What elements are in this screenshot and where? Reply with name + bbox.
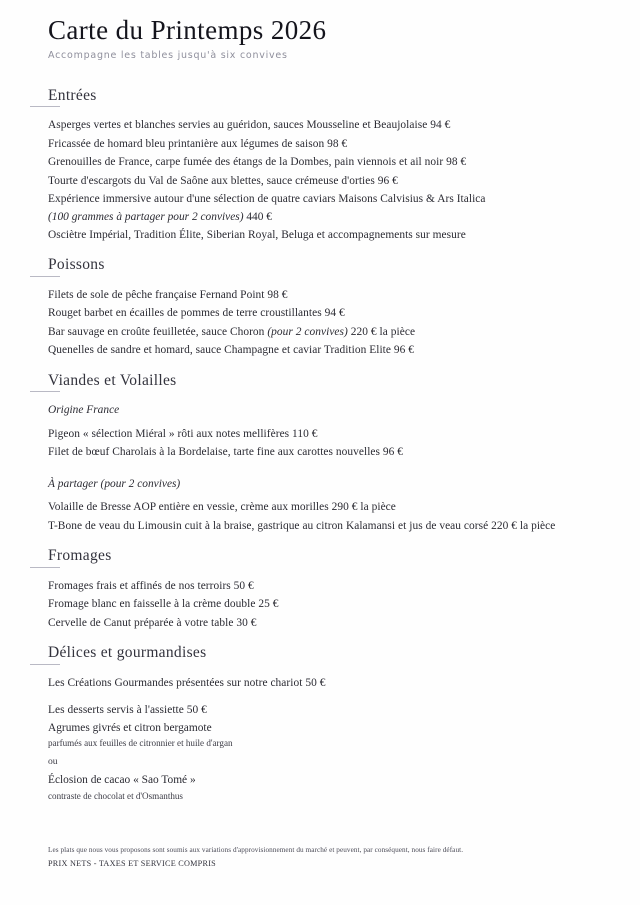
menu-item-caviar-portion: [48, 209, 610, 226]
menu-item: Pigeon « sélection Miéral » rôti aux notes mellifères 110 €: [48, 427, 318, 440]
menu-item: Filets de sole de pêche française Fernand Point 98 €: [48, 288, 288, 301]
menu-item: Les Créations Gourmandes présentées sur notre chariot 50 €: [48, 676, 326, 689]
section-desserts: [30, 644, 610, 804]
caviar-portion-text: (100 grammes à partager pour 2 convives): [48, 210, 244, 223]
section-poissons: [30, 256, 610, 359]
bar-sauvage-price: 220 € la pièce: [347, 325, 416, 338]
item-list-viandes: [30, 401, 610, 535]
menu-item: Fromage blanc en faisselle à la crème double 25 €: [48, 598, 279, 611]
group-label-a-partager: À partager (pour 2 convives): [48, 477, 181, 490]
menu-item: Asperges vertes et blanches servies au guéridon, sauces Mousseline et Beaujolaise 94 €: [48, 119, 451, 132]
item-list-poissons: [30, 286, 610, 360]
section-rule: [30, 567, 60, 568]
section-header-entrees: [30, 87, 610, 108]
section-entrees: [30, 87, 610, 245]
section-header-poissons: [30, 256, 610, 277]
dessert-choice-separator: ou: [48, 755, 58, 767]
menu-item: Quenelles de sandre et homard, sauce Champagne et caviar Tradition Elite 96 €: [48, 344, 415, 357]
section-title: Fromages: [48, 547, 112, 565]
item-list-fromages: [30, 577, 610, 632]
dessert-choice-first-name: Agrumes givrés et citron bergamote: [48, 721, 212, 734]
menu-item: Tourte d'escargots du Val de Saône aux blettes, sauce crémeuse d'orties 96 €: [48, 174, 398, 187]
menu-item: T-Bone de veau du Limousin cuit à la braise, gastrique au citron Kalamansi et jus de veau corsé 220 € la pièce: [48, 519, 556, 532]
footer-price-terms: PRIX NETS - TAXES ET SERVICE COMPRIS: [48, 858, 216, 868]
section-fromages: [30, 547, 610, 632]
menu-item: Grenouilles de France, carpe fumée des étangs de la Dombes, pain viennois et ail noir 98 €: [48, 156, 467, 169]
menu-item-caviar-title: Expérience immersive autour d'une sélection de quatre caviars Maisons Calvisius & Ars Italica: [48, 193, 486, 206]
section-header-desserts: [30, 644, 610, 665]
dessert-choice-second-desc: contraste de chocolat et d'Osmanthus: [48, 790, 183, 801]
menu-item: Rouget barbet en écailles de pommes de terre croustillantes 94 €: [48, 307, 345, 320]
menu-item: Fricassée de homard bleu printanière aux légumes de saison 98 €: [48, 137, 348, 150]
section-header-fromages: [30, 547, 610, 568]
menu-item: Fromages frais et affinés de nos terroirs 50 €: [48, 579, 254, 592]
page-subtitle: Accompagne les tables jusqu'à six convives: [48, 49, 288, 61]
page-title: Carte du Printemps 2026: [48, 15, 327, 45]
section-title: Entrées: [48, 86, 97, 104]
bar-sauvage-pre: Bar sauvage en croûte feuilletée, sauce Choron: [48, 325, 268, 338]
section-title: Viandes et Volailles: [48, 371, 177, 389]
bar-sauvage-portion: (pour 2 convives): [267, 325, 348, 338]
item-list-desserts: [30, 674, 610, 804]
footer-availability-note: Les plats que nous vous proposons sont soumis aux variations d'approvisionnement du marché et peuvent, par conséquent, nous faire défaut.: [48, 846, 464, 854]
menu-item: Filet de bœuf Charolais à la Bordelaise, tarte fine aux carottes nouvelles 96 €: [48, 446, 404, 459]
masthead: [30, 16, 610, 61]
section-header-viandes: [30, 372, 610, 393]
menu-item: Les desserts servis à l'assiette 50 €: [48, 704, 207, 717]
footer: [48, 845, 610, 870]
menu-item-caviar-varieties: Osciètre Impérial, Tradition Élite, Siberian Royal, Beluga et accompagnements sur mesure: [48, 228, 466, 241]
section-title: Poissons: [48, 256, 105, 274]
section-viandes: [30, 372, 610, 535]
menu-item: Volaille de Bresse AOP entière en vessie, crème aux morilles 290 € la pièce: [48, 501, 396, 514]
group-label-origine: Origine France: [48, 404, 120, 417]
section-rule: [30, 106, 60, 107]
menu-item-bar-sauvage: [48, 323, 610, 341]
section-rule: [30, 664, 60, 665]
section-rule: [30, 391, 60, 392]
menu-item: Cervelle de Canut préparée à votre table 30 €: [48, 616, 257, 629]
dessert-choice-first-desc: parfumés aux feuilles de citronnier et huile d'argan: [48, 738, 233, 749]
section-rule: [30, 276, 60, 277]
section-title: Délices et gourmandises: [48, 644, 207, 662]
item-list-entrees: [30, 116, 610, 244]
dessert-choice-second-name: Éclosion de cacao « Sao Tomé »: [48, 774, 196, 787]
caviar-price: 440 €: [243, 210, 272, 223]
